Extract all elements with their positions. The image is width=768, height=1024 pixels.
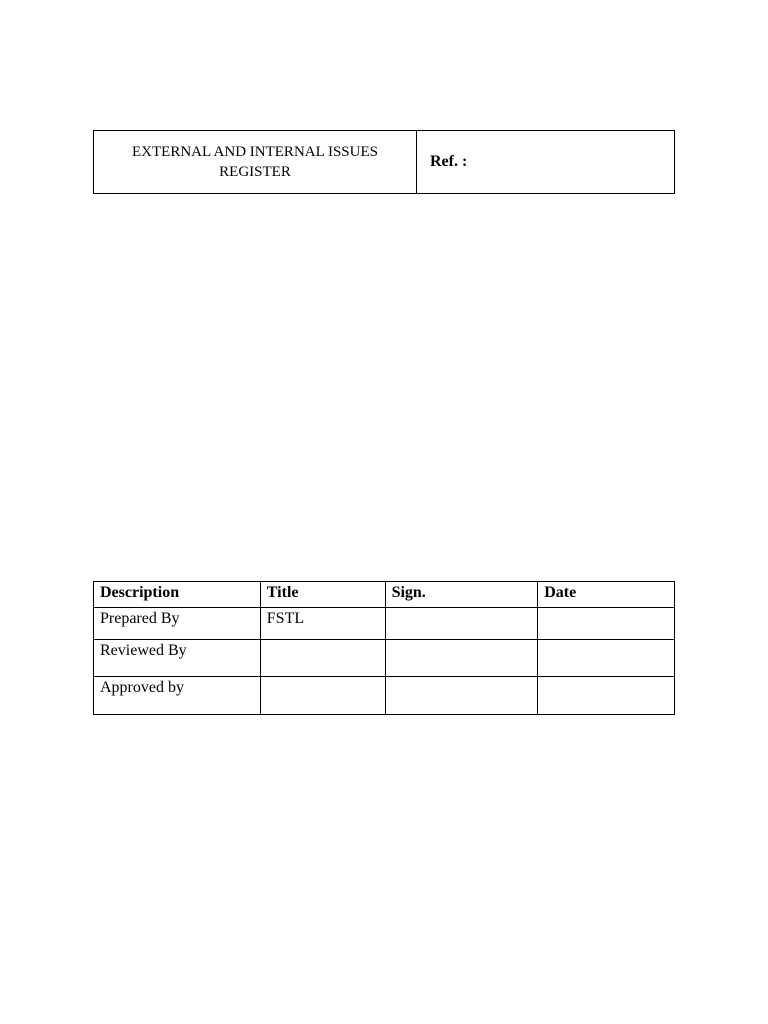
reference-label: Ref. :	[430, 153, 468, 170]
document-title-cell	[94, 131, 417, 193]
approval-table	[93, 581, 675, 715]
table-row	[94, 640, 675, 677]
row-description: Prepared By	[94, 608, 261, 640]
row-sign	[385, 640, 538, 677]
reference-cell	[417, 131, 674, 193]
row-description: Reviewed By	[94, 640, 261, 677]
column-header-description: Description	[94, 582, 261, 608]
table-row	[94, 677, 675, 715]
row-date	[538, 640, 675, 677]
row-title	[260, 677, 385, 715]
row-date	[538, 608, 675, 640]
column-header-title: Title	[260, 582, 385, 608]
row-description: Approved by	[94, 677, 261, 715]
document-title: EXTERNAL AND INTERNAL ISSUES REGISTER	[132, 144, 378, 180]
row-title	[260, 640, 385, 677]
column-header-date: Date	[538, 582, 675, 608]
row-sign	[385, 677, 538, 715]
row-date	[538, 677, 675, 715]
table-header-row	[94, 582, 675, 608]
document-header	[93, 130, 675, 194]
row-sign	[385, 608, 538, 640]
row-title: FSTL	[260, 608, 385, 640]
column-header-sign: Sign.	[385, 582, 538, 608]
table-row	[94, 608, 675, 640]
